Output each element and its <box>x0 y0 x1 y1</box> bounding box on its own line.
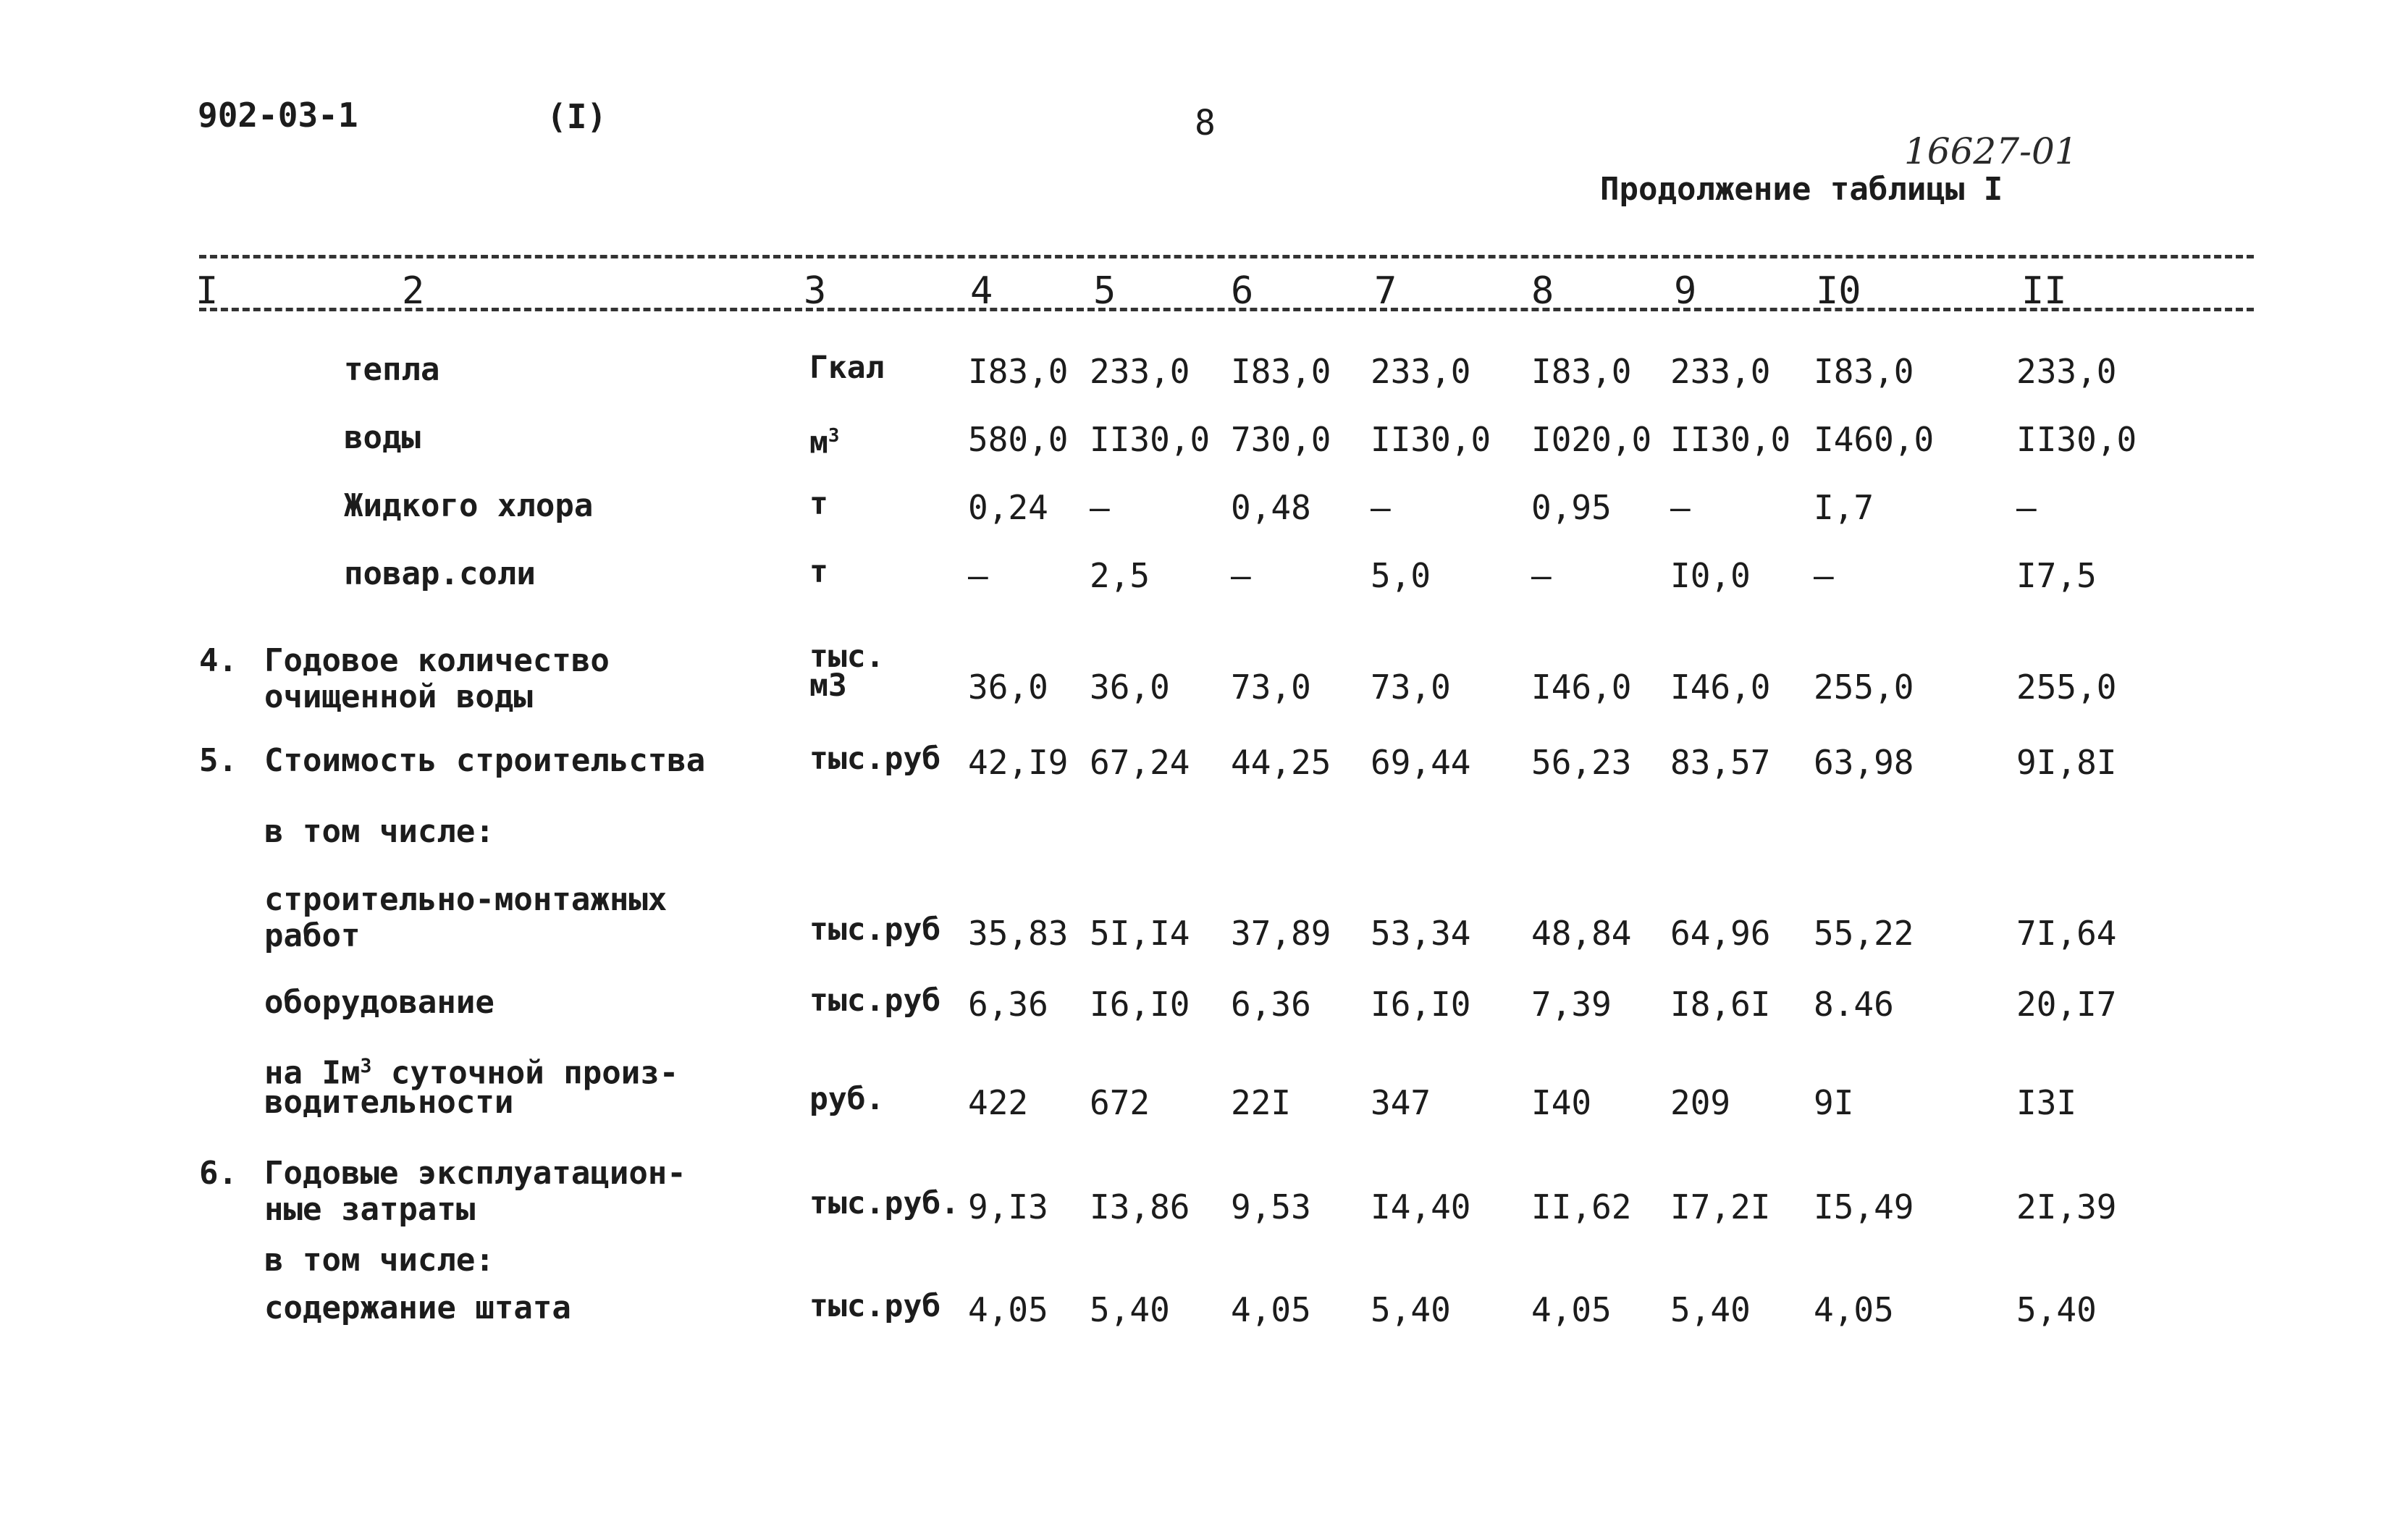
handwritten-number: 16627-01 <box>1904 130 2078 172</box>
value-cell: 9,I3 <box>968 1187 1048 1226</box>
superscript: 3 <box>828 425 840 447</box>
row-label-line: в том числе: <box>264 813 494 850</box>
column-number: 3 <box>804 269 827 313</box>
column-number: I0 <box>1816 269 1861 313</box>
value-cell: 64,96 <box>1670 914 1771 953</box>
row-label-line: Жидкого хлора <box>344 487 594 524</box>
section-label: (I) <box>547 97 607 136</box>
value-cell: – <box>968 556 988 595</box>
value-cell: I46,0 <box>1670 668 1771 707</box>
value-cell: – <box>1814 556 1834 595</box>
value-cell: 209 <box>1670 1083 1731 1122</box>
value-cell: 4,05 <box>1531 1290 1612 1329</box>
value-cell: I5,49 <box>1814 1187 1914 1226</box>
value-cell: 422 <box>968 1083 1029 1122</box>
value-cell: 56,23 <box>1531 743 1632 782</box>
value-cell: II30,0 <box>1090 420 1211 459</box>
row-unit: тыс.руб <box>809 1288 941 1324</box>
row-label-line: работ <box>264 917 361 954</box>
row-unit: тыс.руб. <box>809 1185 960 1221</box>
value-cell: 35,83 <box>968 914 1069 953</box>
page-number: 8 <box>1195 103 1216 143</box>
row-label-line: в том числе: <box>264 1242 494 1279</box>
row-label-line: Стоимость строительства <box>264 742 706 779</box>
value-cell: 672 <box>1090 1083 1150 1122</box>
column-number: 4 <box>970 269 993 313</box>
value-cell: 4,05 <box>1814 1290 1894 1329</box>
row-label-line: оборудование <box>264 984 494 1021</box>
column-number: 5 <box>1093 269 1116 313</box>
row-label-line: воды <box>344 419 421 456</box>
row-unit: т <box>809 554 828 590</box>
value-cell: I3I <box>2016 1083 2077 1122</box>
value-cell: 5,40 <box>1090 1290 1170 1329</box>
value-cell: II30,0 <box>1670 420 1791 459</box>
value-cell: – <box>1231 556 1251 595</box>
value-cell: 4,05 <box>968 1290 1048 1329</box>
value-cell: 22I <box>1231 1083 1292 1122</box>
row-number: 5. <box>199 742 237 779</box>
value-cell: 233,0 <box>2016 352 2117 391</box>
row-unit: тыс.руб <box>809 912 941 948</box>
value-cell: 7,39 <box>1531 985 1612 1024</box>
row-unit <box>809 420 840 461</box>
value-cell: II,62 <box>1531 1187 1632 1226</box>
value-cell: 55,22 <box>1814 914 1914 953</box>
row-number: 4. <box>199 642 237 679</box>
row-label-line: строительно-монтажных <box>264 881 668 918</box>
row-unit: Гкал <box>809 350 885 386</box>
value-cell: – <box>1371 488 1391 527</box>
column-number: I <box>195 269 219 313</box>
value-cell: II30,0 <box>1371 420 1491 459</box>
value-cell: 2,5 <box>1090 556 1150 595</box>
superscript: 3 <box>360 1055 372 1077</box>
value-cell: 580,0 <box>968 420 1069 459</box>
value-cell: 67,24 <box>1090 743 1190 782</box>
value-cell: I8,6I <box>1670 985 1771 1024</box>
value-cell: I7,5 <box>2016 556 2097 595</box>
value-cell: 69,44 <box>1371 743 1471 782</box>
value-cell: 42,I9 <box>968 743 1069 782</box>
value-cell: 5I,I4 <box>1090 914 1190 953</box>
row-number: 6. <box>199 1155 237 1192</box>
value-cell: 9I <box>1814 1083 1854 1122</box>
table-top-rule <box>199 255 2254 258</box>
value-cell: 53,34 <box>1371 914 1471 953</box>
value-cell: II30,0 <box>2016 420 2137 459</box>
row-label-line: повар.соли <box>344 555 536 592</box>
column-number: 2 <box>402 269 425 313</box>
value-cell: I40 <box>1531 1083 1592 1122</box>
value-cell: I83,0 <box>1531 352 1632 391</box>
row-label-line: содержание штата <box>264 1289 571 1326</box>
value-cell: 63,98 <box>1814 743 1914 782</box>
value-cell: 5,40 <box>1670 1290 1751 1329</box>
value-cell: I7,2I <box>1670 1187 1771 1226</box>
row-unit: тыс.руб <box>809 983 941 1019</box>
value-cell: 7I,64 <box>2016 914 2117 953</box>
column-number: 8 <box>1531 269 1554 313</box>
unit-text: м <box>809 424 828 461</box>
value-cell: – <box>1090 488 1110 527</box>
value-cell: – <box>1531 556 1552 595</box>
row-label-line: тепла <box>344 351 440 388</box>
column-number: 7 <box>1374 269 1397 313</box>
column-number: 6 <box>1231 269 1254 313</box>
value-cell: I6,I0 <box>1371 985 1471 1024</box>
table-header-rule <box>199 308 2254 311</box>
row-label-line: очищенной воды <box>264 678 533 715</box>
value-cell: I3,86 <box>1090 1187 1190 1226</box>
value-cell: 0,48 <box>1231 488 1311 527</box>
value-cell: 730,0 <box>1231 420 1331 459</box>
value-cell: 73,0 <box>1231 668 1311 707</box>
column-number: 9 <box>1674 269 1697 313</box>
value-cell: I46,0 <box>1531 668 1632 707</box>
value-cell: 6,36 <box>1231 985 1311 1024</box>
value-cell: I83,0 <box>1814 352 1914 391</box>
continuation-title: Продолжение таблицы I <box>1600 171 2003 208</box>
value-cell: 73,0 <box>1371 668 1451 707</box>
value-cell: 255,0 <box>1814 668 1914 707</box>
value-cell: I6,I0 <box>1090 985 1190 1024</box>
value-cell: 2I,39 <box>2016 1187 2117 1226</box>
value-cell: I460,0 <box>1814 420 1935 459</box>
column-number: II <box>2021 269 2067 313</box>
row-label-part: суточной произ- <box>371 1054 679 1092</box>
value-cell: 347 <box>1371 1083 1431 1122</box>
value-cell: – <box>1670 488 1691 527</box>
row-unit: т <box>809 486 828 522</box>
row-unit: тыс. <box>809 639 885 675</box>
value-cell: I0,0 <box>1670 556 1751 595</box>
value-cell: 233,0 <box>1371 352 1471 391</box>
value-cell: 233,0 <box>1090 352 1190 391</box>
value-cell: 5,0 <box>1371 556 1431 595</box>
value-cell: 36,0 <box>1090 668 1170 707</box>
row-label-line: Годовое количество <box>264 642 610 679</box>
value-cell: I020,0 <box>1531 420 1652 459</box>
value-cell: I4,40 <box>1371 1187 1471 1226</box>
value-cell: 9,53 <box>1231 1187 1311 1226</box>
value-cell: 5,40 <box>2016 1290 2097 1329</box>
value-cell: I,7 <box>1814 488 1874 527</box>
value-cell: 20,I7 <box>2016 985 2117 1024</box>
row-unit: м3 <box>809 668 847 704</box>
value-cell: 6,36 <box>968 985 1048 1024</box>
value-cell: 233,0 <box>1670 352 1771 391</box>
value-cell: 8.46 <box>1814 985 1894 1024</box>
value-cell: I83,0 <box>968 352 1069 391</box>
value-cell: 83,57 <box>1670 743 1771 782</box>
value-cell: 44,25 <box>1231 743 1331 782</box>
value-cell: 5,40 <box>1371 1290 1451 1329</box>
row-label-line: ные затраты <box>264 1191 476 1228</box>
row-label-line: водительности <box>264 1084 514 1121</box>
value-cell: 36,0 <box>968 668 1048 707</box>
value-cell: 9I,8I <box>2016 743 2117 782</box>
value-cell: – <box>2016 488 2037 527</box>
value-cell: 0,95 <box>1531 488 1612 527</box>
row-label-part: на Iм <box>264 1054 361 1092</box>
document-code: 902-03-1 <box>198 96 358 135</box>
value-cell: 37,89 <box>1231 914 1331 953</box>
value-cell: 48,84 <box>1531 914 1632 953</box>
value-cell: 4,05 <box>1231 1290 1311 1329</box>
row-unit: тыс.руб <box>809 741 941 777</box>
value-cell: I83,0 <box>1231 352 1331 391</box>
row-unit: руб. <box>809 1081 885 1117</box>
value-cell: 0,24 <box>968 488 1048 527</box>
row-label-line: Годовые эксплуатацион- <box>264 1155 686 1192</box>
value-cell: 255,0 <box>2016 668 2117 707</box>
